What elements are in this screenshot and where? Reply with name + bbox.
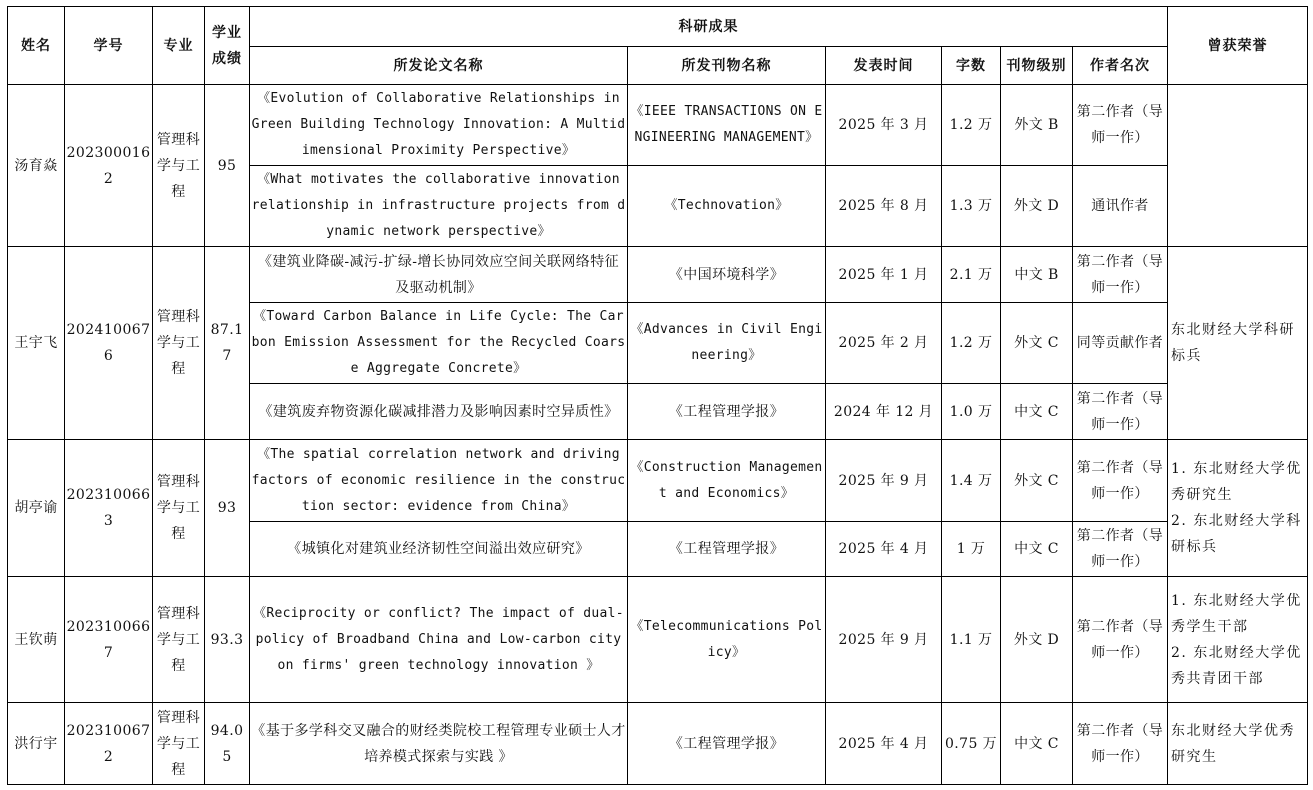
student-name: 汤育焱	[8, 85, 65, 247]
word-count: 1.1 万	[942, 577, 1001, 703]
publish-date: 2025 年 3 月	[826, 85, 942, 166]
header-date: 发表时间	[826, 47, 942, 85]
journal-name: 《Technovation》	[628, 166, 826, 247]
header-major: 专业	[153, 7, 205, 85]
paper-title: 《基于多学科交叉融合的财经类院校工程管理专业硕士人才培养模式探索与实践 》	[250, 703, 628, 785]
journal-level: 中文 B	[1001, 247, 1073, 303]
journal-level: 外文 C	[1001, 440, 1073, 522]
student-major: 管理科学与工程	[153, 577, 205, 703]
student-name: 胡亭谕	[8, 440, 65, 577]
student-id: 2023100672	[65, 703, 153, 785]
honors-cell	[1168, 85, 1308, 247]
paper-title: 《What motivates the collaborative innovation relationship in infrastructure projects from dynamic network perspective》	[250, 166, 628, 247]
student-name: 洪行宇	[8, 703, 65, 785]
paper-title: 《建筑业降碳-减污-扩绿-增长协同效应空间关联网络特征及驱动机制》	[250, 247, 628, 303]
student-grade: 93.3	[205, 577, 250, 703]
student-id: 2023100663	[65, 440, 153, 577]
student-grade: 87.17	[205, 247, 250, 440]
publish-date: 2024 年 12 月	[826, 384, 942, 440]
honors-cell	[1168, 247, 1308, 440]
honors-cell	[1168, 440, 1308, 577]
publish-date: 2025 年 8 月	[826, 166, 942, 247]
word-count: 1.4 万	[942, 440, 1001, 522]
student-id: 2024100676	[65, 247, 153, 440]
student-major: 管理科学与工程	[153, 85, 205, 247]
paper-title: 《城镇化对建筑业经济韧性空间溢出效应研究》	[250, 522, 628, 577]
author-rank: 第二作者（导师一作）	[1073, 577, 1168, 703]
header-research: 科研成果	[250, 7, 1168, 47]
header-name: 姓名	[8, 7, 65, 85]
author-rank: 第二作者（导师一作）	[1073, 384, 1168, 440]
publish-date: 2025 年 4 月	[826, 522, 942, 577]
journal-name: 《Construction Management and Economics》	[628, 440, 826, 522]
table-row	[8, 577, 1308, 703]
paper-title: 《Evolution of Collaborative Relationships in Green Building Technology Innovation: A Multidimensional Proximity Perspective》	[250, 85, 628, 166]
header-student-id: 学号	[65, 7, 153, 85]
journal-name: 《工程管理学报》	[628, 384, 826, 440]
paper-title: 《Toward Carbon Balance in Life Cycle: The Carbon Emission Assessment for the Recycled Coarse Aggregate Concrete》	[250, 303, 628, 384]
word-count: 1.2 万	[942, 303, 1001, 384]
honor-item: 2. 东北财经大学科研标兵	[1171, 513, 1302, 555]
student-name: 王宇飞	[8, 247, 65, 440]
honors-cell	[1168, 703, 1308, 785]
student-major: 管理科学与工程	[153, 247, 205, 440]
honor-item: 东北财经大学科研标兵	[1171, 322, 1295, 364]
table-row	[8, 85, 1308, 166]
journal-name: 《中国环境科学》	[628, 247, 826, 303]
journal-name: 《IEEE TRANSACTIONS ON ENGINEERING MANAGEMENT》	[628, 85, 826, 166]
paper-title: 《建筑废弃物资源化碳减排潜力及影响因素时空异质性》	[250, 384, 628, 440]
table-row	[8, 440, 1308, 522]
journal-name: 《工程管理学报》	[628, 522, 826, 577]
student-grade: 95	[205, 85, 250, 247]
student-name: 王钦萌	[8, 577, 65, 703]
journal-level: 外文 C	[1001, 303, 1073, 384]
journal-level: 外文 D	[1001, 166, 1073, 247]
paper-title: 《The spatial correlation network and driving factors of economic resilience in the construction sector: evidence from China》	[250, 440, 628, 522]
header-author-rank: 作者名次	[1073, 47, 1168, 85]
word-count: 2.1 万	[942, 247, 1001, 303]
word-count: 1.2 万	[942, 85, 1001, 166]
author-rank: 通讯作者	[1073, 166, 1168, 247]
honor-item: 2. 东北财经大学优秀共青团干部	[1171, 644, 1302, 687]
journal-name: 《工程管理学报》	[628, 703, 826, 785]
student-major: 管理科学与工程	[153, 703, 205, 785]
publish-date: 2025 年 2 月	[826, 303, 942, 384]
header-words: 字数	[942, 47, 1001, 85]
journal-level: 中文 C	[1001, 384, 1073, 440]
journal-level: 外文 B	[1001, 85, 1073, 166]
author-rank: 第二作者（导师一作）	[1073, 522, 1168, 577]
journal-level: 外文 D	[1001, 577, 1073, 703]
word-count: 0.75 万	[942, 703, 1001, 785]
author-rank: 第二作者（导师一作）	[1073, 440, 1168, 522]
table-row	[8, 247, 1308, 303]
publish-date: 2025 年 9 月	[826, 577, 942, 703]
header-journal: 所发刊物名称	[628, 47, 826, 85]
honor-item: 1. 东北财经大学优秀研究生	[1171, 461, 1302, 503]
publish-date: 2025 年 4 月	[826, 703, 942, 785]
journal-name: 《Advances in Civil Engineering》	[628, 303, 826, 384]
publish-date: 2025 年 9 月	[826, 440, 942, 522]
journal-level: 中文 C	[1001, 703, 1073, 785]
paper-title: 《Reciprocity or conflict? The impact of dual-policy of Broadband China and Low-carbon city on firms' green technology innovation 》	[250, 577, 628, 703]
header-paper-title: 所发论文名称	[250, 47, 628, 85]
honor-item: 1. 东北财经大学优秀学生干部	[1171, 592, 1302, 635]
journal-level: 中文 C	[1001, 522, 1073, 577]
table-row	[8, 703, 1308, 785]
honor-item: 东北财经大学优秀研究生	[1171, 722, 1295, 765]
student-major: 管理科学与工程	[153, 440, 205, 577]
student-grade: 94.05	[205, 703, 250, 785]
word-count: 1.0 万	[942, 384, 1001, 440]
author-rank: 第二作者（导师一作）	[1073, 247, 1168, 303]
author-rank: 同等贡献作者	[1073, 303, 1168, 384]
header-honors: 曾获荣誉	[1168, 7, 1308, 85]
author-rank: 第二作者（导师一作）	[1073, 703, 1168, 785]
journal-name: 《Telecommunications Policy》	[628, 577, 826, 703]
publish-date: 2025 年 1 月	[826, 247, 942, 303]
header-level: 刊物级别	[1001, 47, 1073, 85]
header-grade: 学业成绩	[205, 7, 250, 85]
author-rank: 第二作者（导师一作）	[1073, 85, 1168, 166]
student-id: 2023100667	[65, 577, 153, 703]
student-id: 2023000162	[65, 85, 153, 247]
word-count: 1.3 万	[942, 166, 1001, 247]
research-achievements-table	[7, 6, 1308, 785]
student-grade: 93	[205, 440, 250, 577]
word-count: 1 万	[942, 522, 1001, 577]
honors-cell	[1168, 577, 1308, 703]
